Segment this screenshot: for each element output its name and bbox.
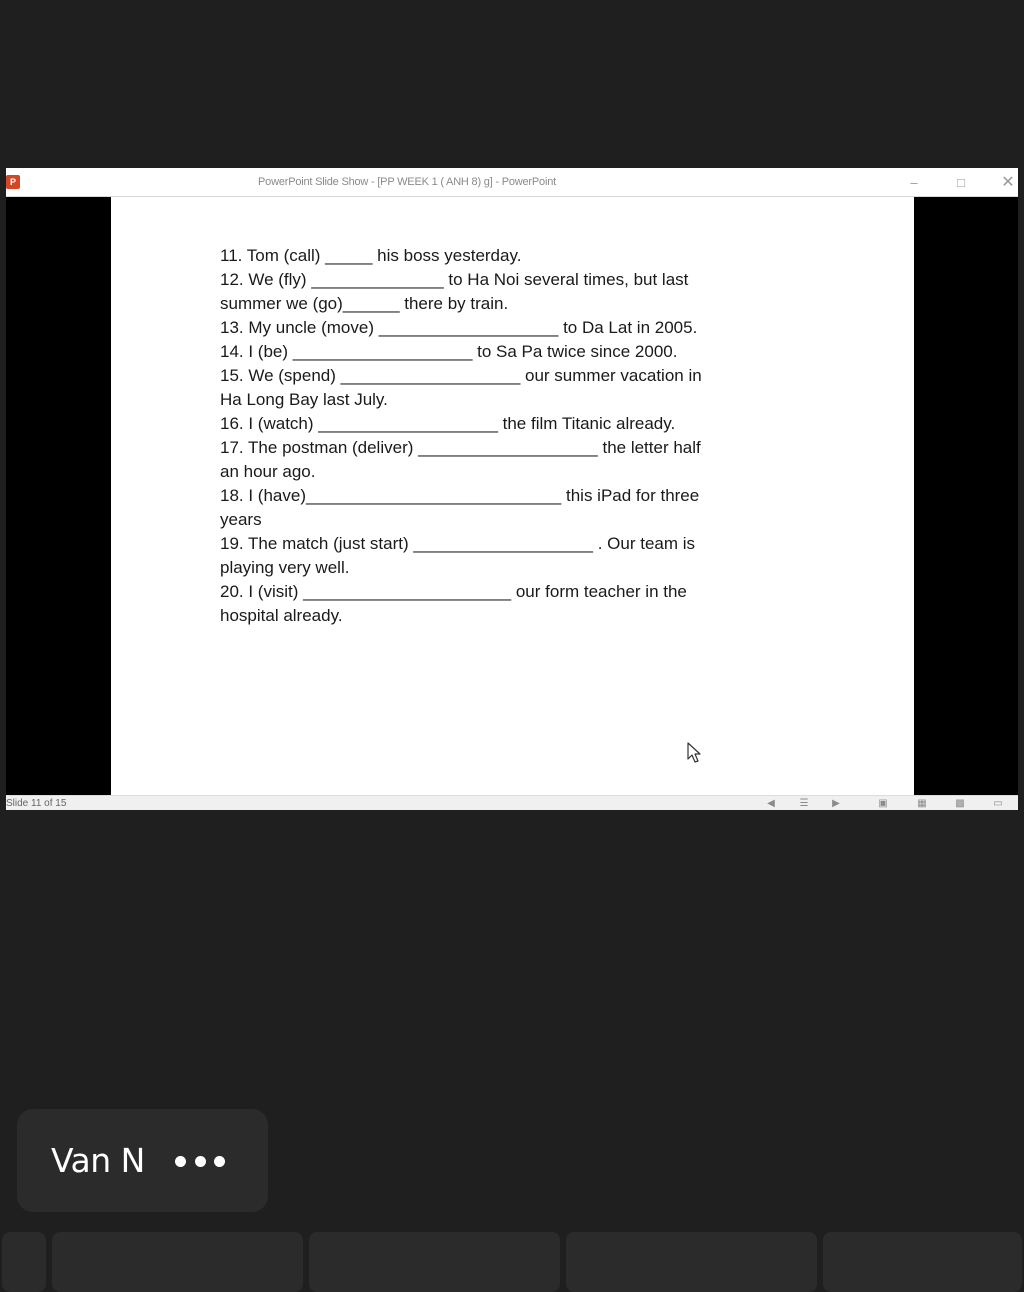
close-button[interactable]: ✕ [1001,174,1015,191]
slide-line: 20. I (visit) ______________________ our form teacher in the [220,582,687,601]
participant-tile[interactable] [17,1109,268,1212]
slide-line: 13. My uncle (move) ___________________ to Da Lat in 2005. [220,318,698,337]
window-titlebar [6,168,1018,197]
slide-sorter-icon[interactable]: ▦ [917,798,927,809]
slide-line: playing very well. [220,558,350,577]
participant-name: Van N [51,1141,145,1180]
bottom-tile[interactable] [823,1232,1022,1292]
bottom-tile[interactable] [309,1232,560,1292]
normal-view-icon[interactable]: ▣ [878,798,888,809]
slide-line: 15. We (spend) ___________________ our summer vacation in [220,366,702,385]
bottom-tile[interactable] [52,1232,303,1292]
reading-view-icon[interactable]: ▩ [955,798,965,809]
slide-line: an hour ago. [220,462,316,481]
bottom-tile[interactable] [566,1232,817,1292]
slide-line: Ha Long Bay last July. [220,390,388,409]
slide-line: 14. I (be) ___________________ to Sa Pa twice since 2000. [220,342,678,361]
status-bar [6,795,1018,810]
more-options-icon[interactable] [175,1147,225,1175]
notes-icon[interactable]: ☰ [799,798,809,809]
maximize-button[interactable]: □ [957,175,965,190]
slide-line: 18. I (have)___________________________ this iPad for three [220,486,700,505]
slide-line: years [220,510,262,529]
window-title: PowerPoint Slide Show - [PP WEEK 1 ( ANH 8) g] - PowerPoint [258,176,556,188]
mouse-pointer-icon [687,742,703,764]
slide-line: hospital already. [220,606,343,625]
exercise-text [220,244,760,628]
powerpoint-icon: P [6,175,20,189]
slide-counter: Slide 11 of 15 [6,798,67,809]
slide-line: 11. Tom (call) _____ his boss yesterday. [220,246,522,265]
minimize-button[interactable]: – [910,175,918,190]
previous-icon[interactable]: ◀ [767,798,775,809]
bottom-tile[interactable] [2,1232,46,1292]
slide-line: summer we (go)______ there by train. [220,294,509,313]
slide-line: 16. I (watch) ___________________ the film Titanic already. [220,414,676,433]
slide-line: 19. The match (just start) ___________________ . Our team is [220,534,696,553]
slide-line: 12. We (fly) ______________ to Ha Noi several times, but last [220,270,689,289]
slide-canvas[interactable] [111,197,914,795]
powerpoint-window [6,168,1018,810]
next-icon[interactable]: ▶ [832,798,840,809]
slide-line: 17. The postman (deliver) ___________________ the letter half [220,438,701,457]
slideshow-icon[interactable]: ▭ [993,798,1003,809]
